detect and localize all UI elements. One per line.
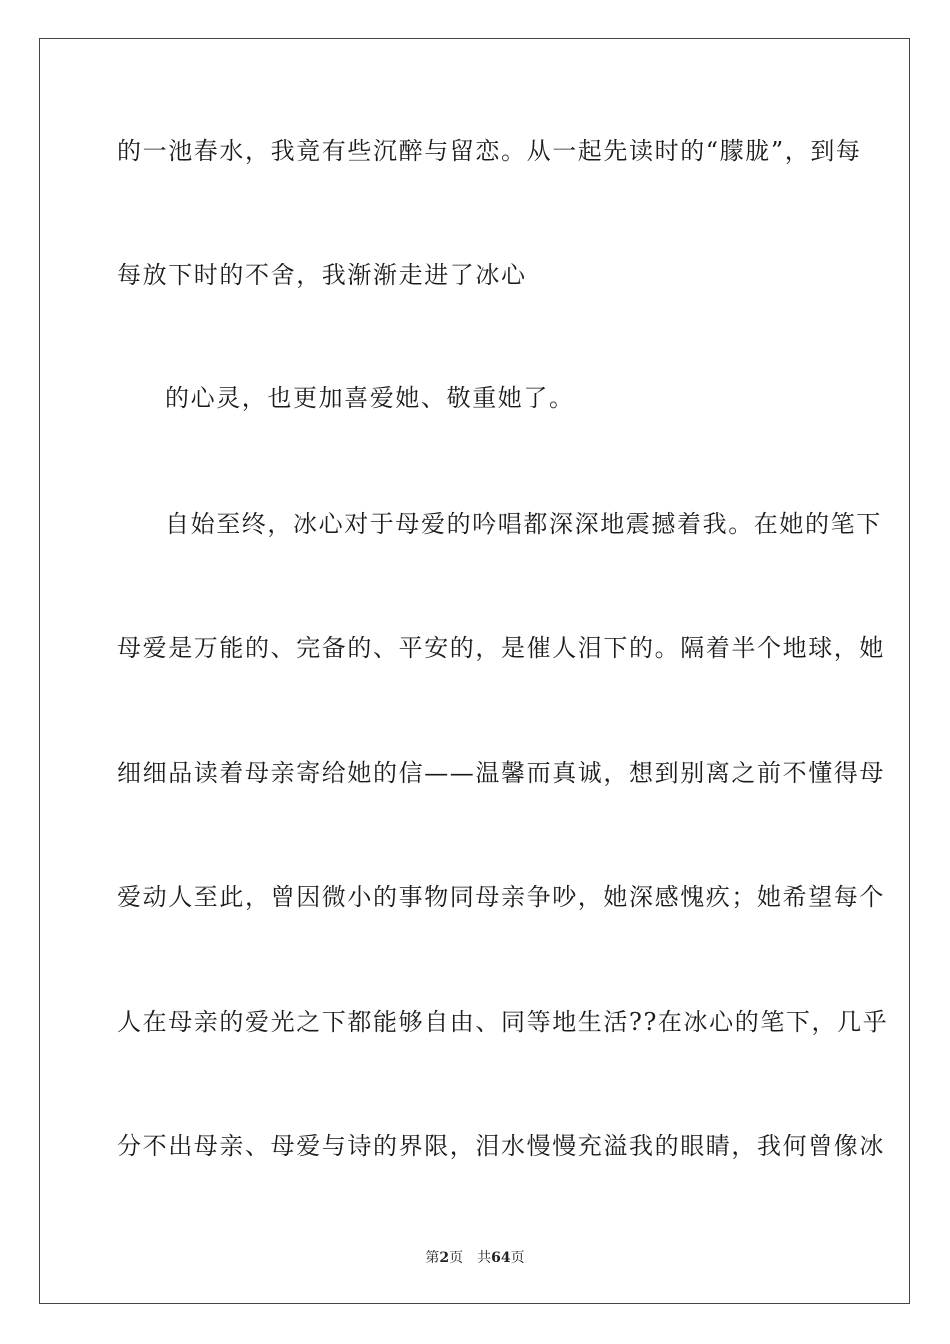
text-line: 自始至终，冰心对于母爱的吟唱都深深地震撼着我。在她的笔下 [165, 510, 882, 538]
page-suffix: 页 [449, 1250, 464, 1266]
text-line: 的一池春水，我竟有些沉醉与留恋。从一起先读时的“朦胧”，到每 [117, 137, 862, 165]
total-prefix: 共 [477, 1250, 492, 1266]
text-line: 细细品读着母亲寄给她的信——温馨而真诚，想到别离之前不懂得母 [117, 759, 885, 787]
text-line: 母爱是万能的、完备的、平安的，是催人泪下的。隔着半个地球，她 [117, 634, 885, 662]
total-page-count: 64 [491, 1250, 511, 1266]
text-line: 人在母亲的爱光之下都能够自由、同等地生活??在冰心的笔下，几乎 [117, 1008, 889, 1036]
text-line: 爱动人至此，曾因微小的事物同母亲争吵，她深感愧疚；她希望每个 [117, 883, 885, 911]
page-border [39, 38, 910, 1304]
text-line: 每放下时的不舍，我渐渐走进了冰心 [117, 261, 527, 289]
text-line: 分不出母亲、母爱与诗的界限，泪水慢慢充溢我的眼睛，我何曾像冰 [117, 1132, 885, 1160]
page-number-footer [0, 1248, 950, 1268]
current-page-number: 2 [439, 1250, 450, 1266]
page-prefix: 第 [425, 1250, 440, 1266]
total-suffix: 页 [510, 1250, 525, 1266]
text-line: 的心灵，也更加喜爱她、敬重她了。 [165, 384, 575, 412]
